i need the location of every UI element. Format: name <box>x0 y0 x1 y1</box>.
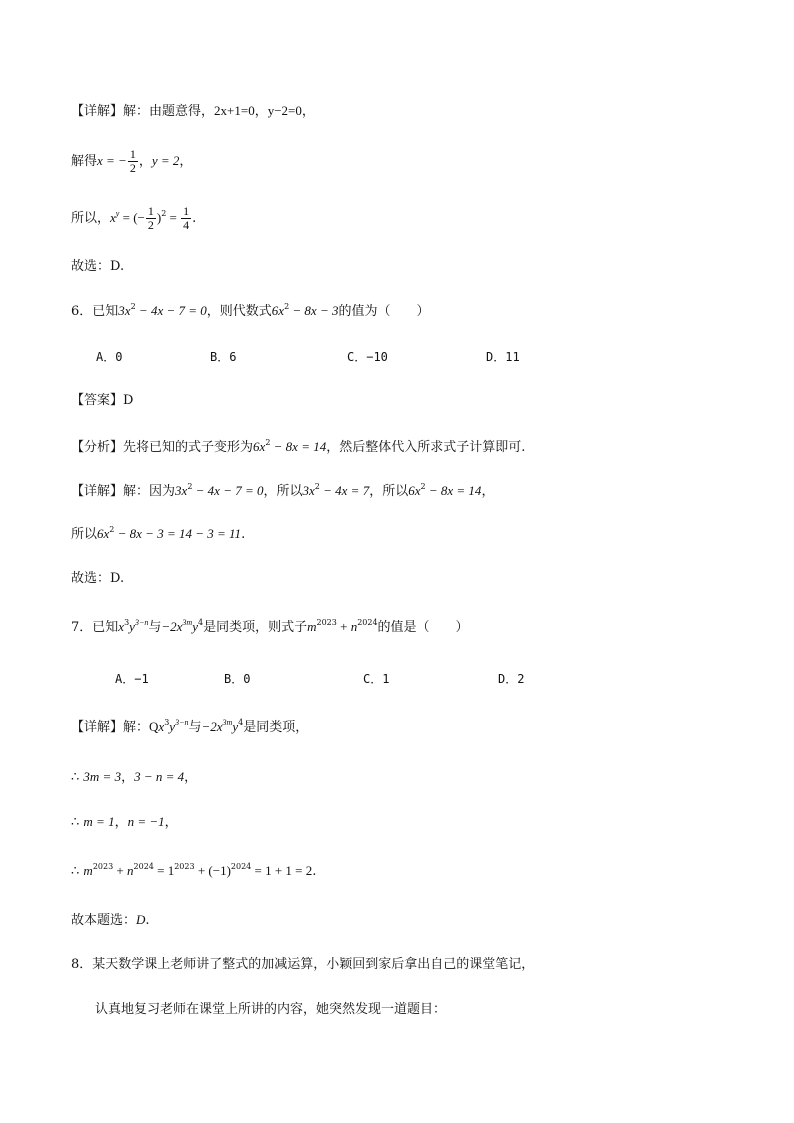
detail-label: 【详解】 <box>71 720 124 735</box>
q6-option-d: D．11 <box>486 350 520 364</box>
because-symbol: Q <box>149 719 159 734</box>
q6-answer-line <box>71 391 133 411</box>
q6-option-c: C．−10 <box>347 350 388 364</box>
q7-option-d: D．2 <box>498 672 525 686</box>
fraction: $\frac{1}{2}$ <box>129 147 136 175</box>
q8-question-line2: 认真地复习老师在课堂上所讲的内容，她突然发现一道题目： <box>95 1002 447 1017</box>
therefore-symbol: ∴ <box>71 815 80 830</box>
q6-option-b: B．6 <box>210 350 237 364</box>
analysis-label: 【分析】 <box>71 440 124 455</box>
q7-detail-line: 【详解】解：$Qx^3y^{3-n}$与$-2x^{3m}y^4$是同类项， <box>71 718 309 735</box>
q8-question-line1: 8．某天数学课上老师讲了整式的加减运算，小颖回到家后拿出自己的课堂笔记， <box>71 957 535 972</box>
q6-detail-line: 【详解】解：因为$3x^2 - 4x - 7 = 0$，所以$3x^2 - 4x = 7$，所以$6x^2 - 8x = 14$， <box>71 482 495 499</box>
q6-question: 6．已知$3x^2 - 4x - 7 = 0$，则代数式$6x^2 - 8x - 3$的值为（ ） <box>71 302 430 319</box>
q6-choose-line: 故选：D. <box>71 571 125 586</box>
q5-solve-line: 解得x = − $\frac{1}{2}$ ，y = 2， <box>71 147 193 175</box>
detail-label: 【详解】 <box>71 484 124 499</box>
q7-step3-line: ∴ $m^{2023} + n^{2024} = 1^{2023} + (-1)^{2024} = 1 + 1 = 2$. <box>71 862 317 879</box>
q7-option-c: C．1 <box>363 672 390 686</box>
detail-label: 【详解】 <box>71 104 124 119</box>
q6-option-a: A．0 <box>96 350 123 364</box>
fraction: $\frac{1}{4}$ <box>183 204 190 232</box>
q7-option-a: A．−1 <box>115 672 149 686</box>
q7-option-b: B．0 <box>224 672 251 686</box>
answer-label: 【答案】 <box>71 393 124 408</box>
question-number: 7． <box>71 620 93 635</box>
q5-detail-line: 【详解】解：由题意得，2x+1=0，y−2=0， <box>71 103 315 119</box>
answer-value: D <box>123 393 134 408</box>
fraction: $\frac{1}{2}$ <box>147 204 154 232</box>
q7-question: 7．已知$x^3y^{3-n}$与$-2x^{3m}y^4$是同类项，则式子$m^{2023} + n^{2024}$的值是（ ） <box>71 618 469 635</box>
q7-step2-line: ∴ m = 1，n = −1， <box>71 814 178 830</box>
q5-choose-line: 故选：D. <box>71 259 125 274</box>
question-number: 6． <box>71 304 93 319</box>
q7-choose-line: 故本题选：D. <box>71 912 150 928</box>
therefore-symbol: ∴ <box>71 770 80 785</box>
question-number: 8． <box>71 957 93 972</box>
q5-result-line: 所以，$x^y$ = (− $\frac{1}{2}$ )$^2$ = $\frac{1}{4}$ . <box>71 204 197 232</box>
q6-result-line: 所以$6x^2 - 8x - 3 = 14 - 3 = 11$. <box>71 525 246 542</box>
q7-step1-line: ∴ 3m = 3，3 − n = 4， <box>71 769 198 785</box>
therefore-symbol: ∴ <box>71 864 80 879</box>
q6-analysis-line: 【分析】先将已知的式子变形为$6x^2 - 8x = 14$，然后整体代入所求式子计算即可. <box>71 438 526 455</box>
